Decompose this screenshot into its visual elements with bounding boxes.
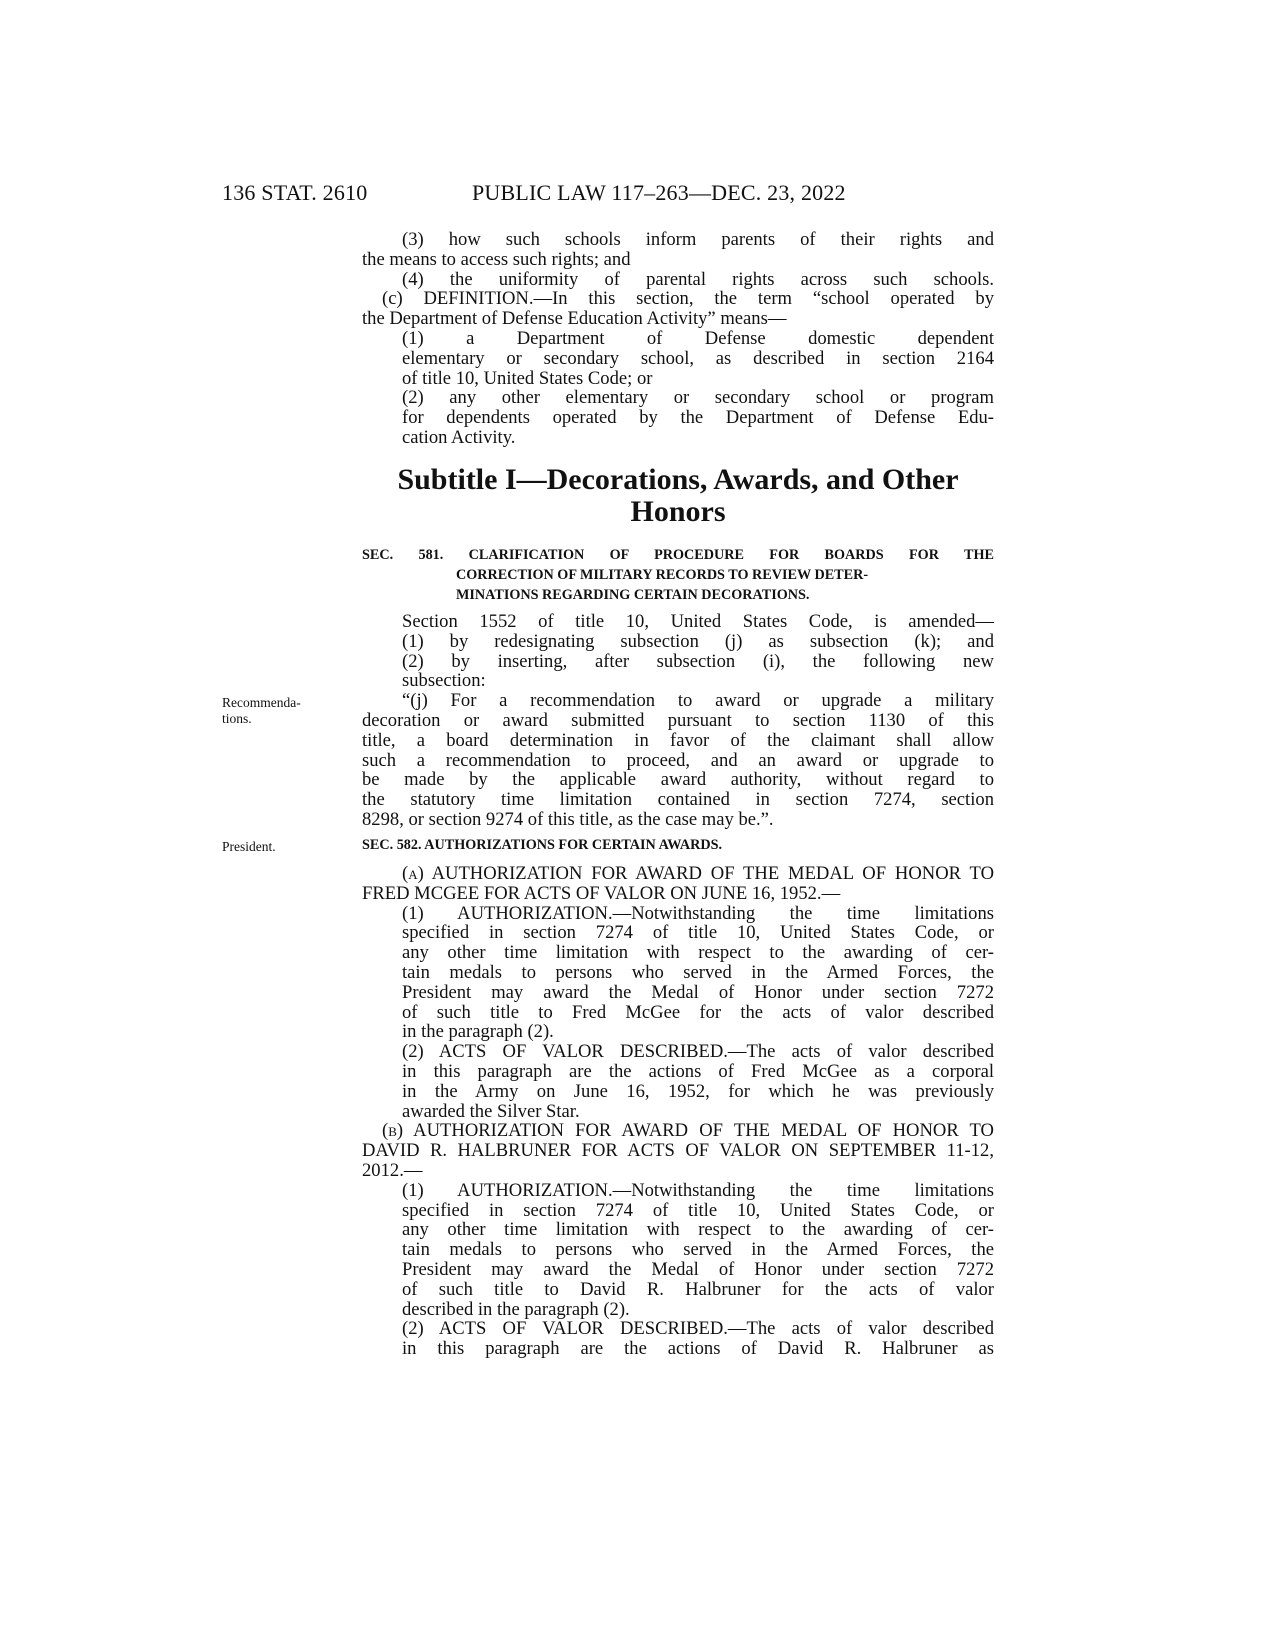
text-line: in this paragraph are the actions of Fred McGee as a corporal <box>402 1060 994 1082</box>
text-line: of such title to Fred McGee for the acts of valor described <box>402 1001 994 1023</box>
heading-line: CORRECTION OF MILITARY RECORDS TO REVIEW DETER- <box>456 566 869 583</box>
text-line: decoration or award submitted pursuant to section 1130 of this <box>362 709 994 731</box>
text-line: (1) a Department of Defense domestic dependent <box>402 327 994 349</box>
subtitle-line: Honors <box>630 495 726 528</box>
text-line: title, a board determination in favor of the claimant shall allow <box>362 729 994 751</box>
subsection-heading-line: (b) AUTHORIZATION FOR AWARD OF THE MEDAL OF HONOR TO <box>382 1120 994 1142</box>
text-line: any other time limitation with respect to the awarding of cer- <box>402 1219 994 1241</box>
definition-heading-line: (c) DEFINITION.—In this section, the term “school operated by <box>382 288 994 310</box>
text-line: in the Army on June 16, 1952, for which he was previously <box>402 1080 994 1102</box>
text-line: (2) ACTS OF VALOR DESCRIBED.—The acts of valor described <box>402 1318 994 1340</box>
text-line: (3) how such schools inform parents of their rights and <box>402 229 994 250</box>
text-line: for dependents operated by the Department of Defense Edu- <box>402 407 994 429</box>
text-line: the statutory time limitation contained in section 7274, section <box>362 789 994 811</box>
text-line: (1) AUTHORIZATION.—Notwithstanding the time limitations <box>402 1179 994 1201</box>
text-line: of such title to David R. Halbruner for the acts of valor <box>402 1278 994 1300</box>
text-line: described in the paragraph (2). <box>402 1298 630 1320</box>
margin-note-president: President. <box>222 839 276 854</box>
heading-line: SEC. 581. CLARIFICATION OF PROCEDURE FOR BOARDS FOR THE <box>362 547 994 563</box>
section-582-body <box>362 864 994 1359</box>
text-line: cation Activity. <box>402 426 516 448</box>
heading-line: MINATIONS REGARDING CERTAIN DECORATIONS. <box>456 586 810 603</box>
subtitle-line: Subtitle I—Decorations, Awards, and Other <box>397 463 959 496</box>
text-line: (1) AUTHORIZATION.—Notwithstanding the time limitations <box>402 902 994 924</box>
text-line: such a recommendation to proceed, and an award or upgrade to <box>362 749 994 771</box>
subtitle-heading <box>362 464 994 528</box>
text-line: President may award the Medal of Honor under section 7272 <box>402 981 994 1003</box>
text-line: in the paragraph (2). <box>402 1021 554 1043</box>
subsection-heading-line: (a) AUTHORIZATION FOR AWARD OF THE MEDAL OF HONOR TO <box>402 863 994 884</box>
text-line: subsection: <box>402 670 486 692</box>
text-line: President may award the Medal of Honor under section 7272 <box>402 1258 994 1280</box>
margin-note-line: Recommenda- <box>222 695 301 710</box>
text-line: Section 1552 of title 10, United States Code, is amended— <box>402 611 994 632</box>
text-line: (4) the uniformity of parental rights across such schools. <box>402 268 994 290</box>
subsection-heading-line: DAVID R. HALBRUNER FOR ACTS OF VALOR ON SEPTEMBER 11-12, <box>362 1140 994 1162</box>
text-line: in this paragraph are the actions of David R. Halbruner as <box>402 1338 994 1360</box>
text-line: the means to access such rights; and <box>362 248 631 270</box>
text-line: (2) ACTS OF VALOR DESCRIBED.—The acts of valor described <box>402 1041 994 1063</box>
text-line: be made by the applicable award authority, without regard to <box>362 769 994 791</box>
text-line: elementary or secondary school, as described in section 2164 <box>402 347 994 369</box>
text-line: any other time limitation with respect to the awarding of cer- <box>402 942 994 964</box>
margin-note-line: tions. <box>222 711 252 726</box>
text-line: tain medals to persons who served in the Armed Forces, the <box>402 961 994 983</box>
text-line: specified in section 7274 of title 10, United States Code, or <box>402 922 994 944</box>
section-581-body <box>362 612 994 830</box>
section-582-heading <box>362 836 994 856</box>
text-line: awarded the Silver Star. <box>402 1100 580 1122</box>
section-581-heading <box>362 546 994 605</box>
heading-line: SEC. 582. AUTHORIZATIONS FOR CERTAIN AWARDS. <box>362 837 723 853</box>
text-line: (2) any other elementary or secondary school or program <box>402 387 994 409</box>
text-line: 8298, or section 9274 of this title, as the case may be.”. <box>362 808 774 830</box>
text-line: of title 10, United States Code; or <box>402 367 653 389</box>
law-title-header: PUBLIC LAW 117–263—DEC. 23, 2022 <box>472 180 846 205</box>
text-line: tain medals to persons who served in the Armed Forces, the <box>402 1239 994 1261</box>
text-line: (2) by inserting, after subsection (i), the following new <box>402 650 994 672</box>
text-line: (1) by redesignating subsection (j) as subsection (k); and <box>402 630 994 652</box>
subsection-heading-line: FRED MCGEE FOR ACTS OF VALOR ON JUNE 16, 1952.— <box>362 882 841 904</box>
text-line: specified in section 7274 of title 10, United States Code, or <box>402 1199 994 1221</box>
text-line: 2012.— <box>362 1159 423 1181</box>
section-continuation <box>362 230 994 448</box>
text-line: “(j) For a recommendation to award or upgrade a military <box>402 690 994 712</box>
stat-page-reference: 136 STAT. 2610 <box>222 180 368 205</box>
margin-note-recommendations <box>222 695 301 727</box>
text-line: the Department of Defense Education Activity” means— <box>362 308 787 330</box>
